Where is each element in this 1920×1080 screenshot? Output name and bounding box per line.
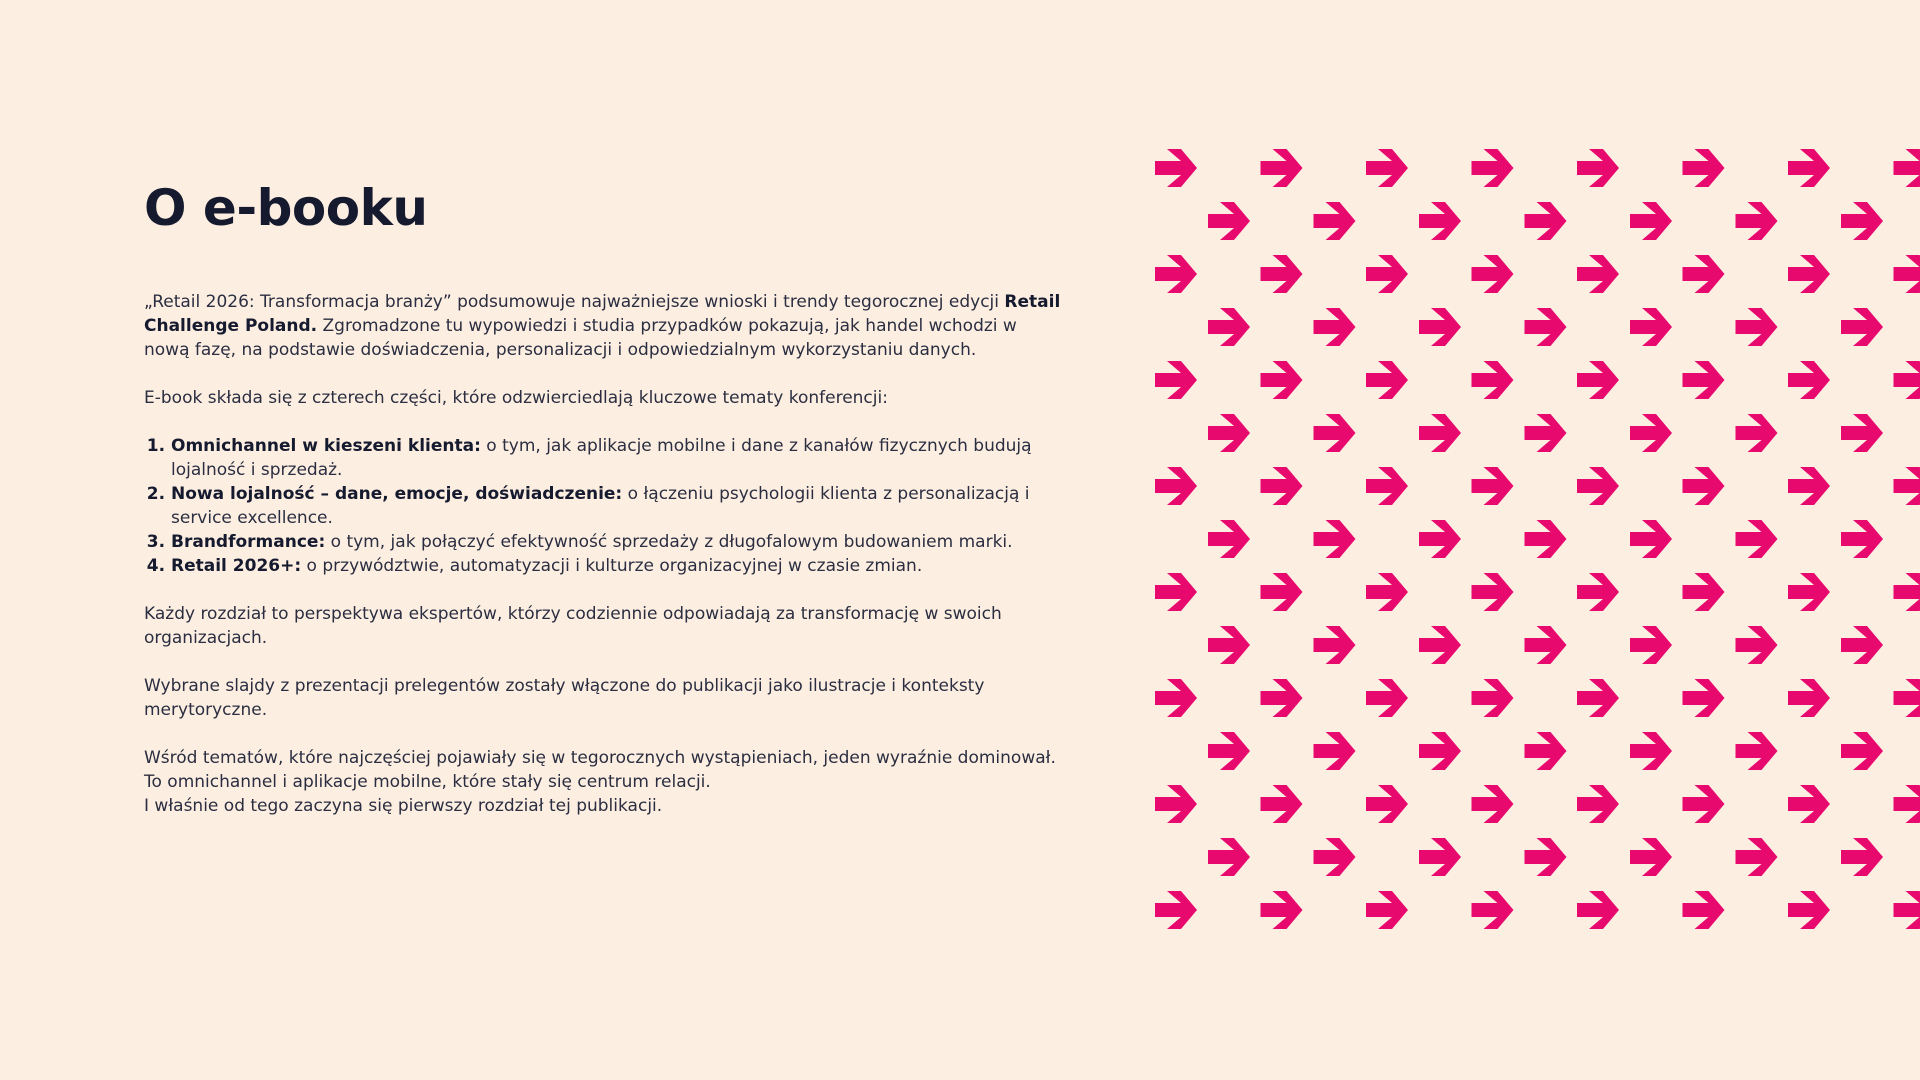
arrow-right-icon xyxy=(1366,467,1408,505)
arrow-right-icon xyxy=(1736,308,1778,346)
slides-paragraph: Wybrane slajdy z prezentacji prelegentów zostały włączone do publikacji jako ilustracje i konteksty merytoryczne. xyxy=(144,676,985,720)
arrow-right-icon xyxy=(1155,149,1197,187)
arrow-right-icon xyxy=(1788,573,1830,611)
list-item-title: Retail 2026+: xyxy=(171,556,302,576)
arrow-right-icon xyxy=(1894,891,1920,929)
arrow-right-icon xyxy=(1894,467,1920,505)
arrow-right-icon xyxy=(1366,255,1408,293)
arrow-right-icon xyxy=(1472,573,1514,611)
arrow-right-icon xyxy=(1472,467,1514,505)
list-item-text: o tym, jak aplikacje mobilne i dane z kanałów fizycznych budują lojalność i sprzedaż. xyxy=(171,436,1032,480)
list-item xyxy=(171,482,1064,530)
arrow-right-icon xyxy=(1841,626,1883,664)
arrow-right-icon xyxy=(1472,679,1514,717)
arrow-right-icon xyxy=(1155,255,1197,293)
list-item-text: o tym, jak połączyć efektywność sprzedaży z długofalowym budowaniem marki. xyxy=(325,532,1013,552)
arrow-right-icon xyxy=(1208,838,1250,876)
arrow-right-icon xyxy=(1366,891,1408,929)
ebook-content xyxy=(144,176,1064,842)
arrow-right-icon xyxy=(1841,732,1883,770)
list-item-title: Nowa lojalność – dane, emocje, doświadczenie: xyxy=(171,484,623,504)
list-item-title: Omnichannel w kieszeni klienta: xyxy=(171,436,481,456)
arrow-right-icon xyxy=(1577,785,1619,823)
arrow-right-icon xyxy=(1366,149,1408,187)
arrow-right-icon xyxy=(1683,573,1725,611)
arrow-right-icon xyxy=(1314,520,1356,558)
arrow-right-icon xyxy=(1261,467,1303,505)
arrow-right-icon xyxy=(1261,255,1303,293)
arrow-right-icon xyxy=(1683,679,1725,717)
arrow-right-icon xyxy=(1366,361,1408,399)
arrow-right-icon xyxy=(1577,149,1619,187)
intro-text-start: „Retail 2026: Transformacja branży” podsumowuje najważniejsze wnioski i trendy tegorocznej edycji xyxy=(144,292,1005,312)
parts-list xyxy=(144,434,1064,578)
intro-paragraph xyxy=(144,290,1064,362)
list-item-title: Brandformance: xyxy=(171,532,326,552)
arrow-right-icon xyxy=(1630,202,1672,240)
arrow-right-icon xyxy=(1894,149,1920,187)
arrow-right-icon xyxy=(1261,679,1303,717)
arrow-right-icon xyxy=(1419,520,1461,558)
arrow-right-icon xyxy=(1525,202,1567,240)
arrow-right-icon xyxy=(1683,467,1725,505)
arrow-right-icon xyxy=(1736,202,1778,240)
arrow-right-icon xyxy=(1841,414,1883,452)
arrow-right-icon xyxy=(1261,149,1303,187)
arrow-right-icon xyxy=(1261,891,1303,929)
arrow-right-icon xyxy=(1788,467,1830,505)
arrow-right-icon xyxy=(1788,891,1830,929)
arrow-right-icon xyxy=(1788,785,1830,823)
arrow-right-icon xyxy=(1683,785,1725,823)
arrow-right-icon xyxy=(1894,361,1920,399)
parts-intro-paragraph: E-book składa się z czterech części, które odzwierciedlają kluczowe tematy konferencji: xyxy=(144,388,888,408)
arrow-right-icon xyxy=(1788,361,1830,399)
arrow-right-icon xyxy=(1314,308,1356,346)
arrow-right-icon xyxy=(1736,626,1778,664)
arrow-right-icon xyxy=(1736,520,1778,558)
experts-paragraph: Każdy rozdział to perspektywa ekspertów, którzy codziennie odpowiadają za transformację w swoich organizacjach. xyxy=(144,604,1002,648)
arrow-right-icon xyxy=(1419,626,1461,664)
arrow-right-icon xyxy=(1630,414,1672,452)
arrow-right-icon xyxy=(1366,679,1408,717)
arrow-right-icon xyxy=(1630,308,1672,346)
arrow-right-icon xyxy=(1577,891,1619,929)
arrow-right-icon xyxy=(1366,785,1408,823)
arrow-right-icon xyxy=(1208,626,1250,664)
arrow-right-icon xyxy=(1419,308,1461,346)
arrow-right-icon xyxy=(1155,679,1197,717)
arrow-right-icon xyxy=(1630,520,1672,558)
arrow-right-icon xyxy=(1577,361,1619,399)
page-title: O e-booku xyxy=(144,179,428,237)
intro-text-end: Zgromadzone tu wypowiedzi i studia przypadków pokazują, jak handel wchodzi w nową fazę, na podstawie doświadczenia, personalizacji i odpowiedzialnym wykorzystaniu danych. xyxy=(144,316,1017,360)
arrow-pattern xyxy=(1130,140,1920,940)
arrow-right-icon xyxy=(1472,149,1514,187)
arrow-right-icon xyxy=(1630,838,1672,876)
arrow-right-icon xyxy=(1841,202,1883,240)
arrow-right-icon xyxy=(1894,679,1920,717)
arrow-right-icon xyxy=(1261,785,1303,823)
arrow-right-icon xyxy=(1314,626,1356,664)
arrow-right-icon xyxy=(1788,255,1830,293)
topics-paragraph xyxy=(144,746,1064,818)
arrow-right-icon xyxy=(1577,467,1619,505)
arrow-right-icon xyxy=(1472,361,1514,399)
arrow-right-icon xyxy=(1208,308,1250,346)
arrow-right-icon xyxy=(1525,732,1567,770)
arrow-right-icon xyxy=(1208,732,1250,770)
list-item xyxy=(171,434,1064,482)
arrow-right-icon xyxy=(1261,361,1303,399)
arrow-right-icon xyxy=(1841,520,1883,558)
arrow-right-icon xyxy=(1314,202,1356,240)
arrow-right-icon xyxy=(1208,202,1250,240)
arrow-right-icon xyxy=(1155,361,1197,399)
list-item xyxy=(171,530,1064,554)
arrow-right-icon xyxy=(1577,573,1619,611)
arrow-right-icon xyxy=(1683,891,1725,929)
arrow-right-icon xyxy=(1472,785,1514,823)
arrow-right-icon xyxy=(1525,414,1567,452)
arrow-right-icon xyxy=(1208,414,1250,452)
arrow-right-icon xyxy=(1472,255,1514,293)
topics-text: Wśród tematów, które najczęściej pojawiały się w tegorocznych wystąpieniach, jeden wyraźnie dominował. To omnichannel i aplikacje mobilne, które stały się centrum relacji. xyxy=(144,748,1056,792)
arrow-right-icon xyxy=(1314,732,1356,770)
arrow-right-icon xyxy=(1683,255,1725,293)
list-item-text: o łączeniu psychologii klienta z personalizacją i service excellence. xyxy=(171,484,1030,528)
arrow-right-icon xyxy=(1841,838,1883,876)
arrow-right-icon xyxy=(1472,891,1514,929)
arrow-right-icon xyxy=(1788,149,1830,187)
arrow-right-icon xyxy=(1314,414,1356,452)
arrow-right-icon xyxy=(1630,732,1672,770)
arrow-right-icon xyxy=(1314,838,1356,876)
arrow-right-icon xyxy=(1736,838,1778,876)
body-text xyxy=(144,290,1064,818)
arrow-right-icon xyxy=(1261,573,1303,611)
arrow-right-icon xyxy=(1366,573,1408,611)
arrow-right-icon xyxy=(1208,520,1250,558)
arrow-right-icon xyxy=(1419,414,1461,452)
topics-closing-text: I właśnie od tego zaczyna się pierwszy rozdział tej publikacji. xyxy=(144,796,663,816)
arrow-right-icon xyxy=(1736,414,1778,452)
intro-event-name: Retail Challenge Poland. xyxy=(144,292,1061,336)
arrow-right-icon xyxy=(1525,520,1567,558)
arrow-right-icon xyxy=(1683,149,1725,187)
arrow-right-icon xyxy=(1577,255,1619,293)
list-item-text: o przywództwie, automatyzacji i kulturze organizacyjnej w czasie zmian. xyxy=(301,556,923,576)
arrow-right-icon xyxy=(1736,732,1778,770)
arrow-right-icon xyxy=(1155,467,1197,505)
arrow-right-icon xyxy=(1155,573,1197,611)
arrow-right-icon xyxy=(1525,308,1567,346)
arrow-grid xyxy=(1155,149,1920,929)
arrow-right-icon xyxy=(1525,626,1567,664)
arrow-right-icon xyxy=(1841,308,1883,346)
arrow-right-icon xyxy=(1155,891,1197,929)
arrow-right-icon xyxy=(1894,255,1920,293)
arrow-right-icon xyxy=(1525,838,1567,876)
list-item xyxy=(171,554,1064,578)
arrow-right-icon xyxy=(1788,679,1830,717)
arrow-right-icon xyxy=(1683,361,1725,399)
arrow-right-icon xyxy=(1894,573,1920,611)
arrow-right-icon xyxy=(1419,732,1461,770)
arrow-right-icon xyxy=(1155,785,1197,823)
arrow-right-icon xyxy=(1419,838,1461,876)
arrow-right-icon xyxy=(1630,626,1672,664)
arrow-right-icon xyxy=(1577,679,1619,717)
arrow-right-icon xyxy=(1419,202,1461,240)
arrow-right-icon xyxy=(1894,785,1920,823)
